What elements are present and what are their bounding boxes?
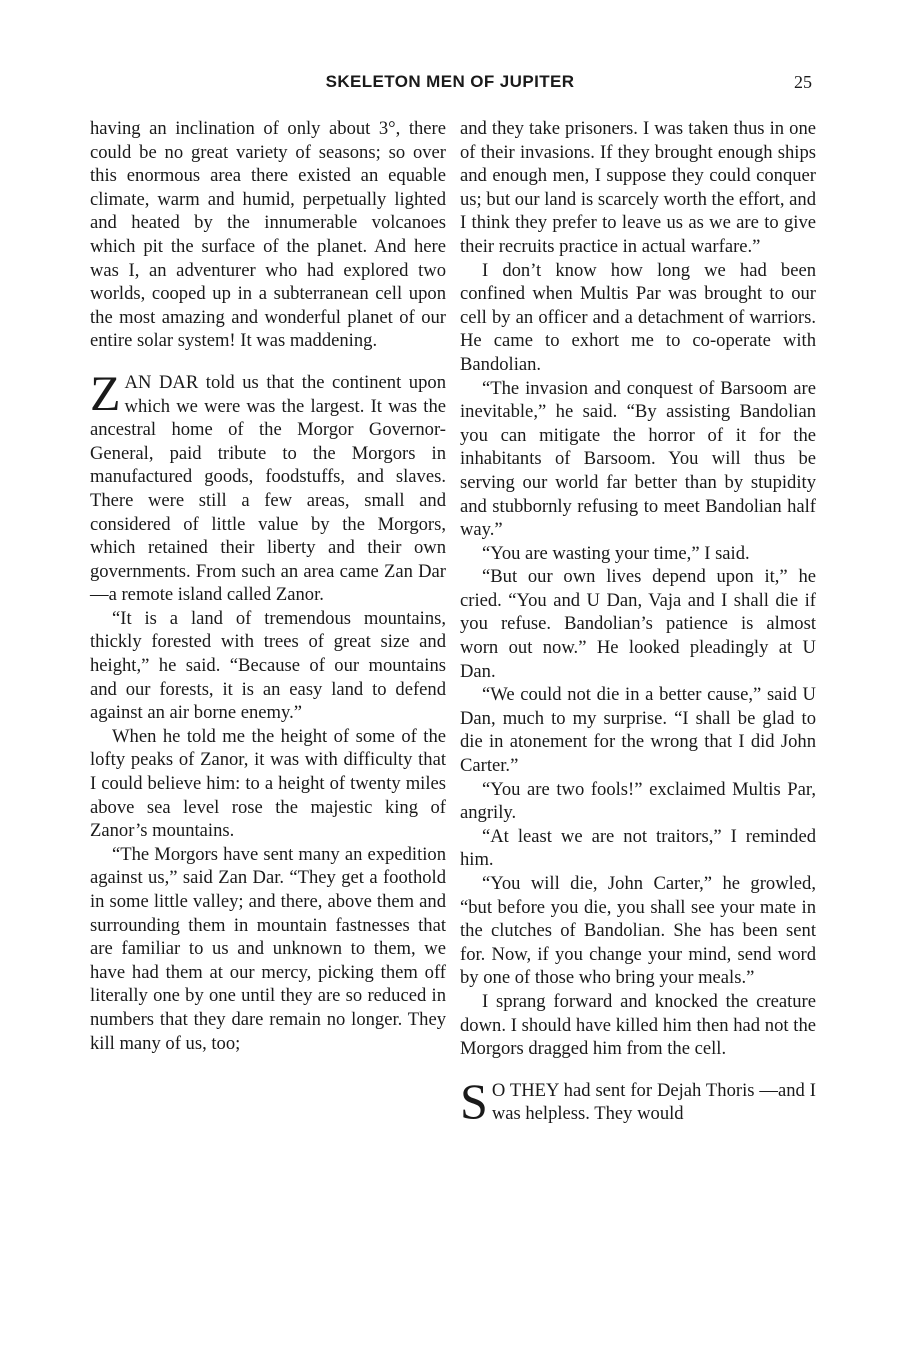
right-column [460, 117, 816, 1129]
running-head [0, 72, 900, 96]
section-paragraph [460, 1072, 816, 1129]
paragraph: “The invasion and conquest of Barsoom are inevitable,” he said. “By assisting Bandolian you can mitigate the horror of it for the inhabitants of Barsoom. You will thus be serving our world far better than by stupidity and stubbornly refusing to meet Bandolian half way.” [460, 377, 816, 541]
paragraph: “You are two fools!” exclaimed Multis Par, angrily. [460, 778, 816, 824]
paragraph: I sprang forward and knocked the creature down. I should have killed him then had not the Morgors dragged him from the cell. [460, 990, 816, 1060]
drop-cap: S [460, 1072, 488, 1129]
paragraph: I don’t know how long we had been confined when Multis Par was brought to our cell by an officer and a detachment of warriors. He came to exhort me to co-operate with Bandolian. [460, 259, 816, 375]
paragraph: and they take prisoners. I was taken thus in one of their invasions. If they brought enough ships and enough men, I suppose they could conquer us; but our land is scarcely worth the effort, and I think they prefer to leave us as we are to give their recruits practice in actual warfare.” [460, 118, 816, 257]
paragraph: “The Morgors have sent many an expedition against us,” said Zan Dar. “They get a foothold in some little valley; and there, above them and surrounding them in mountain fastnesses that are familiar to us and unknown to them, we have had them at our mercy, picking them off literally one by one until they are so reduced in numbers that they dare remain no longer. They kill many of us, too; [90, 843, 446, 1054]
page-number: 25 [794, 72, 812, 92]
paragraph: “At least we are not traitors,” I reminded him. [460, 825, 816, 871]
running-title: SKELETON MEN OF JUPITER [325, 72, 575, 91]
paragraph-text: AN DAR told us that the continent upon which we were was the largest. It was the ancestral home of the Morgor Governor-General, paid tribute to the Morgors in manufactured goods, foodstuffs, and slaves. There were still a few areas, small and considered of little value by the Morgors, which retained their liberty and their own governments. From such an area came Zan Dar—a remote island called Zanor. [90, 371, 446, 606]
paragraph: “You will die, John Carter,” he growled, “but before you die, you shall see your mate in the clutches of Bandolian. She has been sent for. Now, if you change your mind, send word by one of those who bring your meals.” [460, 873, 816, 989]
paragraph: When he told me the height of some of the lofty peaks of Zanor, it was with difficulty that I could believe him: to a height of twenty miles above sea level rose the majestic king of Zanor’s mountains. [90, 725, 446, 842]
paragraph: “But our own lives depend upon it,” he cried. “You and U Dan, Vaja and I shall die if you refuse. Bandolian’s patience is almost worn out now.” He looked pleadingly at U Dan. [460, 566, 816, 682]
drop-cap: Z [90, 364, 121, 421]
paragraph: “It is a land of tremendous mountains, thickly forested with trees of great size and height,” he said. “Because of our mountains and our forests, it is an easy land to defend against an air borne enemy.” [90, 607, 446, 724]
paragraph-text: O THEY had sent for Dejah Thoris —and I was helpless. They would [491, 1079, 816, 1125]
paragraph: “You are wasting your time,” I said. [482, 542, 750, 564]
paragraph: “We could not die in a better cause,” said U Dan, much to my surprise. “I shall be glad to die in atonement for the wrong that I did John Carter.” [460, 684, 816, 777]
section-paragraph [90, 364, 446, 607]
left-column [90, 117, 446, 1055]
paragraph: having an inclination of only about 3°, there could be no great variety of seasons; so over this enormous area there existed an equable climate, warm and humid, perpetually lighted and heated by the innumerable volcanoes which pit the surface of the planet. And here was I, an adventurer who had explored two worlds, cooped up in a subterranean cell upon the most amazing and wonderful planet of our entire solar system! It was maddening. [90, 118, 446, 352]
